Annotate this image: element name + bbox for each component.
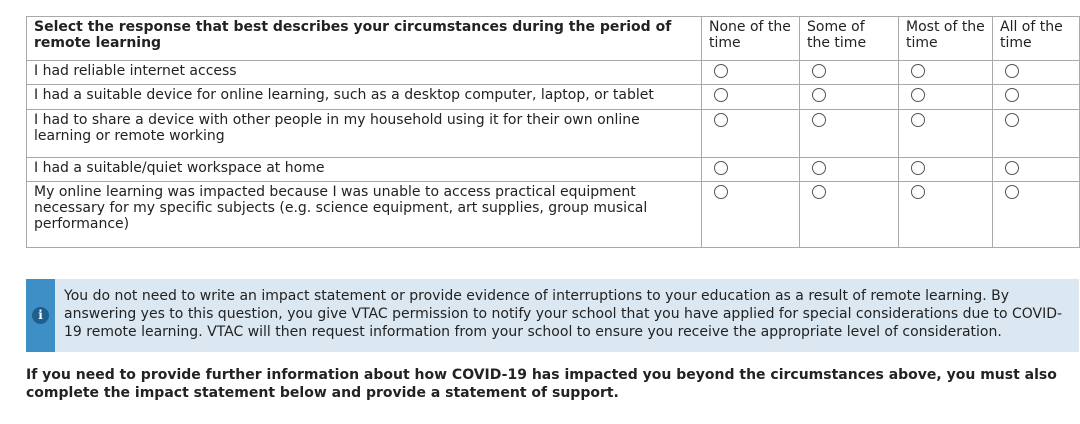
radio-button[interactable] [1005, 113, 1019, 127]
radio-button[interactable] [812, 113, 826, 127]
question-header: Select the response that best describes your circumstances during the period of remote learning [27, 17, 702, 61]
row-label: I had a suitable/quiet workspace at home [27, 158, 702, 182]
radio-button[interactable] [812, 161, 826, 175]
option-header-most: Most of the time [899, 17, 993, 61]
radio-button[interactable] [911, 113, 925, 127]
radio-button[interactable] [1005, 88, 1019, 102]
radio-button[interactable] [911, 185, 925, 199]
radio-button[interactable] [714, 64, 728, 78]
radio-button[interactable] [911, 64, 925, 78]
radio-button[interactable] [714, 161, 728, 175]
table-header-row [27, 17, 1080, 61]
table-row [27, 158, 1080, 182]
radio-button[interactable] [812, 185, 826, 199]
row-label: I had a suitable device for online learning, such as a desktop computer, laptop, or tablet [27, 85, 702, 110]
radio-button[interactable] [714, 113, 728, 127]
radio-button[interactable] [911, 161, 925, 175]
table-row [27, 85, 1080, 110]
row-label: I had reliable internet access [27, 61, 702, 85]
info-icon: i [32, 307, 49, 324]
option-header-some: Some of the time [800, 17, 899, 61]
info-callout [26, 279, 1079, 352]
radio-button[interactable] [1005, 161, 1019, 175]
row-label: My online learning was impacted because I was unable to access practical equipment necessary for my specific subjects (e.g. science equipment, art supplies, group musical performance) [27, 182, 702, 248]
option-header-none: None of the time [702, 17, 800, 61]
table-row [27, 182, 1080, 248]
radio-button[interactable] [1005, 185, 1019, 199]
radio-button[interactable] [1005, 64, 1019, 78]
radio-button[interactable] [714, 185, 728, 199]
radio-button[interactable] [812, 88, 826, 102]
radio-button[interactable] [812, 64, 826, 78]
radio-button[interactable] [911, 88, 925, 102]
info-text: You do not need to write an impact statement or provide evidence of interruptions to your education as a result of remote learning. By answering yes to this question, you give VTAC permission to notify your school that you have applied for special considerations due to COVID-19 remote learning. VTAC will then request information from your school to ensure you receive the appropriate level of consideration. [64, 288, 1063, 340]
table-row [27, 110, 1080, 158]
table-row [27, 61, 1080, 85]
radio-button[interactable] [714, 88, 728, 102]
circumstances-table [26, 16, 1080, 248]
row-label: I had to share a device with other people in my household using it for their own online learning or remote working [27, 110, 702, 158]
further-information-note: If you need to provide further information about how COVID-19 has impacted you beyond the circumstances above, you must also complete the impact statement below and provide a statement of support. [26, 367, 1057, 401]
option-header-all: All of the time [993, 17, 1080, 61]
